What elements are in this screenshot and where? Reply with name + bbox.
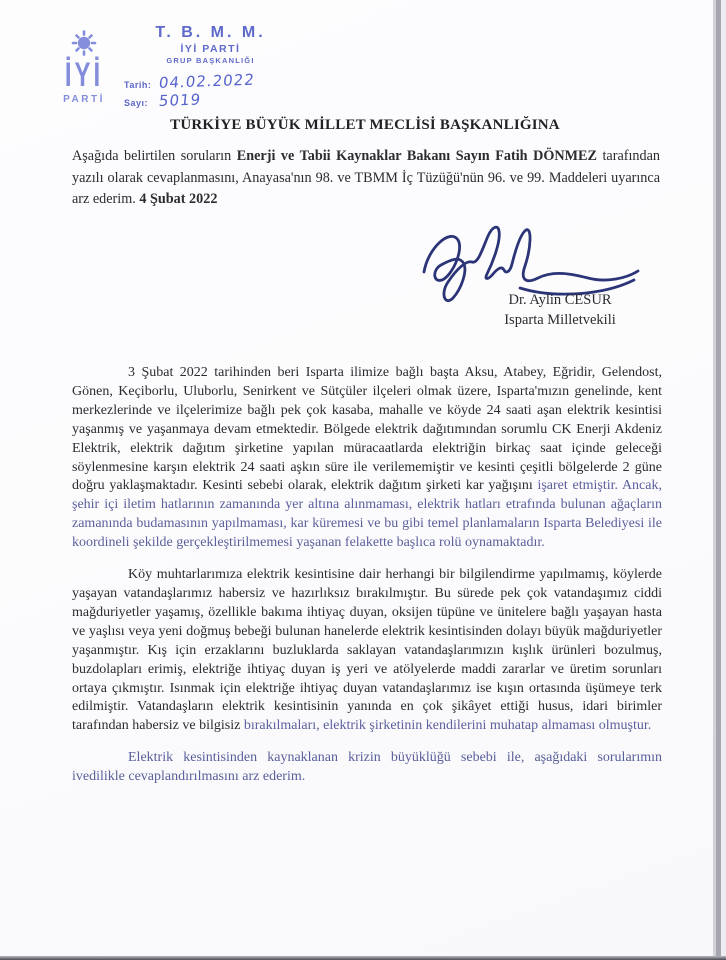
party-logo-text: İYİ xyxy=(64,56,104,95)
number-value: 5019 xyxy=(158,90,203,110)
sun-icon xyxy=(64,30,104,58)
stamp-org-line1: T. B. M. M. xyxy=(155,24,266,41)
signer-name: Dr. Aylin CESUR xyxy=(508,292,612,308)
body-paragraph-3: Elektrik kesintisinden kaynaklanan krizin büyüklüğü sebebi ile, aşağıdaki sorularımın ivedilikle cevaplandırılmasını arz ederim. xyxy=(72,750,662,785)
intro-paragraph: Aşağıda belirtilen soruların Enerji ve Tabii Kaynaklar Bakanı Sayın Fatih DÖNMEZ tarafından yazılı olarak cevaplanmasını, Anayasa'nın 98. ve TBMM İç Tüzüğü'nün 96. ve 99. Maddeleri uyarınca arz ederim. 4 Şubat 2022 xyxy=(72,148,660,207)
body-paragraph-2: Köy muhtarlarımıza elektrik kesintisine dair herhangi bir bilgilendirme yapılmamış, köylerde yaşayan vatandaşlarımız habersiz ve hazırlıksız bırakılmıştır. Bu sürede pek çok vatandaşımız ciddi mağduriyetler yaşamış, özellikle bakıma ihtiyaç duyan, oksijen tüpüne ve ünitelere bağlı yaşayan hasta ve yaşlısı veya yeni doğmuş bebeği bulunan hanelerde elektrik kesintisinden dolayı büyük mağduriyetler yaşanmıştır. Kış için erzaklarını buzluklarda saklayan vatandaşlarımızın kışlık ürünleri bozulmuş, buzdolapları erimiş, elektriğe ihtiyaç duyan iş yeri ve atölyelerde maddi zararlar ve üretim sorunları ortaya çıkmıştır. Isınmak için elektriğe ihtiyaç duyan vatandaşlarımız ise kışın ortasında üşümeye terk edilmiştir. Vatandaşların elektrik kesintisinin yanında en çok şikâyet ettiği husus, idari birimler tarafından habersiz ve bilgisiz bırakılmaları, elektrik şirketinin kendilerini muhatap almaması olmuştur. xyxy=(72,567,662,734)
page-edge-right-outer xyxy=(721,0,726,960)
page-edge-right xyxy=(716,0,721,960)
party-logo-subtext: PARTİ xyxy=(63,94,105,105)
date-value: 04.02.2022 xyxy=(158,70,256,92)
page-edge-right-inner xyxy=(713,0,716,960)
stamp-date-row xyxy=(124,70,333,92)
document-title: TÜRKİYE BÜYÜK MİLLET MECLİSİ BAŞKANLIĞINA xyxy=(170,117,560,133)
date-label: Tarih: xyxy=(124,80,152,90)
party-logo xyxy=(56,30,112,105)
stamp-org-line2: İYİ PARTİ xyxy=(180,43,241,55)
letter-body xyxy=(72,364,662,800)
signer-title: Isparta Milletvekili xyxy=(504,312,616,328)
official-stamp xyxy=(118,24,333,110)
page-edge-bottom xyxy=(0,956,726,960)
body-paragraph-1: 3 Şubat 2022 tarihinden beri Isparta ilimize bağlı başta Aksu, Atabey, Eğridir, Gelendost, Gönen, Keçiborlu, Uluborlu, Senirkent ve Sütçüler ilçeleri olmak üzere, Isparta'mızın genelinde, kent merkezlerinde ve ilçelerimize bağlı pek çok kasaba, mahalle ve köyde 24 saati aşan elektrik kesintisi yaşanmış ve yaşanmaya devam etmektedir. Bölgede elektrik dağıtımından sorumlu CK Enerji Akdeniz Elektrik, elektrik dağıtım şirketine yapılan müracaatlarda elektriğin birkaç saat içinde geleceği söylenmesine karşın elektrik 24 saati aşkın süre ile verilememiştir ve kesinti çeşitli bölgelerde 2 güne doğru yaklaşmaktadır. Kesinti sebebi olarak, elektrik dağıtım şirketi kar yağışını işaret etmiştir. Ancak, şehir içi iletim hatlarının zamanında yer altına alınmaması, elektrik hatları etrafında bulunan ağaçların zamanında budamasının yapılmaması, kar küremesi ve bu gibi temel planlamaların Isparta Belediyesi ile koordineli şekilde gerçekleştirilmemesi yaşanan felakette başlıca rolü oynamaktadır. xyxy=(72,365,662,551)
number-label: Sayı: xyxy=(124,98,149,108)
stamp-number-row xyxy=(124,92,333,110)
stamp-org-line3: GRUP BAŞKANLIĞI xyxy=(166,56,255,65)
